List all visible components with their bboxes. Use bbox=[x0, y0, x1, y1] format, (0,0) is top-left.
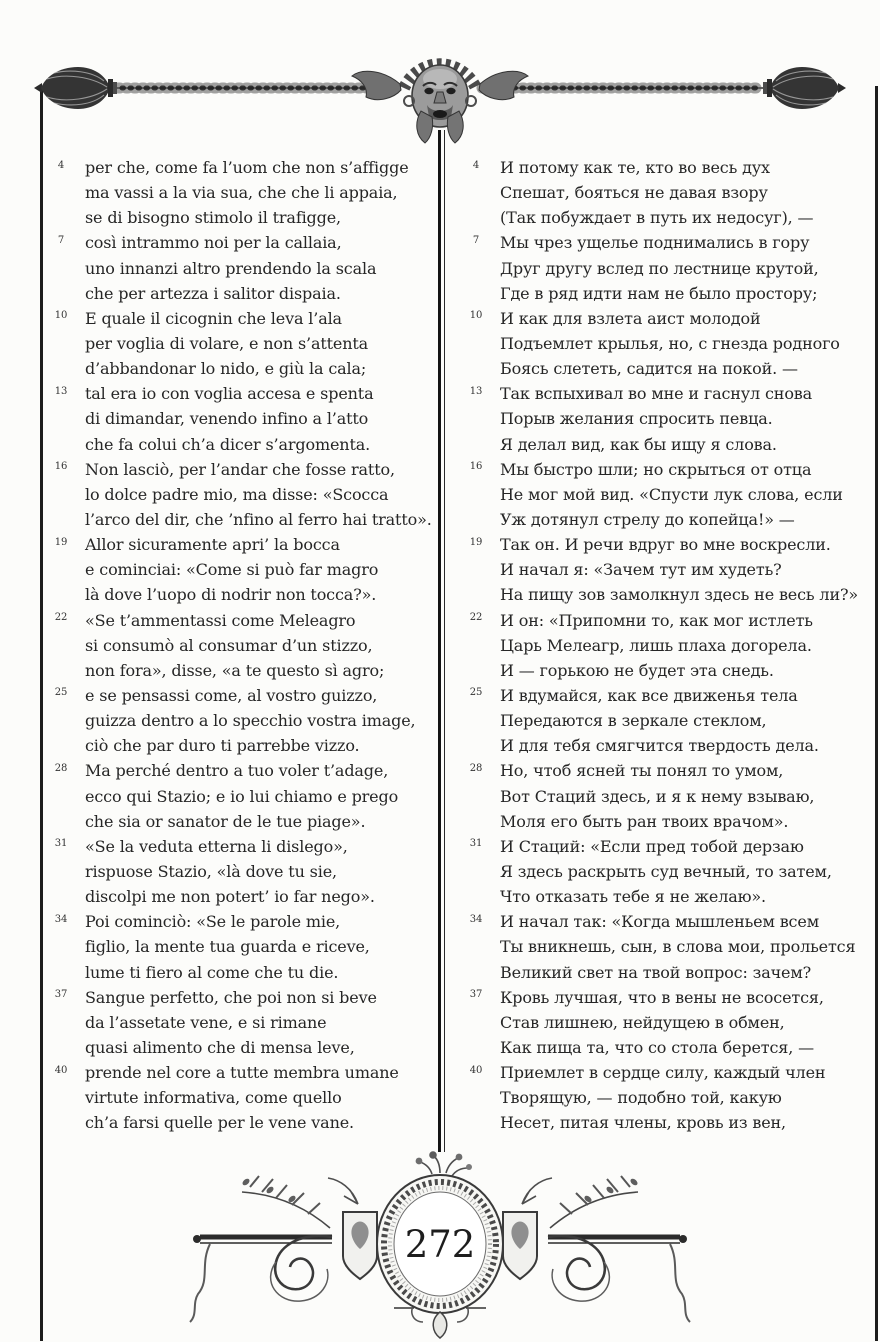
left-column bbox=[54, 155, 432, 1135]
verse-line bbox=[54, 909, 432, 934]
verse-line bbox=[54, 381, 432, 406]
verse-text: Великий свет на твой вопрос: зачем? bbox=[500, 962, 812, 982]
verse-line bbox=[54, 608, 432, 633]
verse-line bbox=[500, 809, 858, 834]
verse-line bbox=[500, 960, 858, 985]
verse-text: Так вспыхивал во мне и гаснул снова bbox=[500, 384, 813, 404]
verse-line bbox=[85, 658, 432, 683]
verse-number: 22 bbox=[54, 612, 68, 624]
verse-text: e cominciai: «Come si può far magro bbox=[85, 560, 379, 580]
verse-text: Я здесь раскрыть суд вечный, то затем, bbox=[500, 861, 832, 881]
verse-text: Царь Мелеагр, лишь плаха догорела. bbox=[500, 635, 812, 655]
verse-text: И он: «Припомни то, как мог истлеть bbox=[500, 610, 813, 630]
verse-text: И для тебя смягчится твердость дела. bbox=[500, 736, 819, 756]
verse-text: Творящую, — подобно той, какую bbox=[500, 1088, 782, 1108]
verse-line bbox=[85, 884, 432, 909]
verse-number: 7 bbox=[57, 234, 65, 246]
verse-text: И потому как те, кто во весь дух bbox=[500, 158, 770, 177]
verse-line bbox=[469, 834, 858, 859]
verse-line bbox=[469, 985, 858, 1010]
verse-number: 37 bbox=[54, 989, 68, 1001]
verse-line bbox=[500, 281, 858, 306]
verse-line bbox=[500, 432, 858, 457]
verse-text: Allor sicuramente apri’ la bocca bbox=[85, 535, 340, 555]
verse-text: ch’a farsi quelle per le vene vane. bbox=[85, 1113, 354, 1133]
verse-text: «Se la veduta etterna li dislego», bbox=[85, 836, 348, 856]
verse-text: Передаются в зеркале стеклом, bbox=[500, 711, 767, 731]
verse-line bbox=[500, 406, 858, 431]
verse-text: Poi cominciò: «Se le parole mie, bbox=[85, 912, 341, 932]
verse-line bbox=[500, 708, 858, 733]
verse-line bbox=[57, 155, 432, 180]
verse-line bbox=[85, 331, 432, 356]
verse-text: si consumò al consumar d’un stizzo, bbox=[85, 635, 373, 655]
column-divider-rule-thin bbox=[444, 130, 445, 1152]
verse-text: uno innanzi altro prendendo la scala bbox=[85, 258, 377, 278]
verse-line bbox=[85, 809, 432, 834]
verse-text: per che, come fa l’uom che non s’affigge bbox=[85, 158, 409, 177]
verse-number: 25 bbox=[54, 687, 68, 699]
verse-line bbox=[54, 834, 432, 859]
pinecone-finial-right-icon bbox=[763, 67, 846, 109]
verse-line bbox=[85, 1110, 432, 1135]
verse-number: 40 bbox=[54, 1064, 68, 1076]
verse-line bbox=[469, 758, 858, 783]
verse-line bbox=[85, 582, 432, 607]
verse-text: И начал я: «Зачем тут им худеть? bbox=[500, 560, 782, 580]
verse-line bbox=[500, 658, 858, 683]
italian-verses bbox=[54, 155, 432, 1135]
verse-text: И вдумайся, как все движенья тела bbox=[500, 685, 798, 705]
verse-text: Вот Стаций здесь, и я к нему взываю, bbox=[500, 786, 815, 806]
bottom-pendant-icon bbox=[433, 1312, 447, 1338]
verse-text: Мы быстро шли; но скрыться от отца bbox=[500, 459, 812, 479]
verse-line bbox=[54, 306, 432, 331]
verse-line bbox=[469, 608, 858, 633]
verse-line bbox=[500, 205, 858, 230]
verse-line bbox=[500, 859, 858, 884]
verse-line bbox=[500, 482, 858, 507]
verse-line bbox=[85, 507, 432, 532]
verse-line bbox=[85, 205, 432, 230]
verse-line bbox=[472, 230, 858, 255]
verse-number: 13 bbox=[54, 385, 68, 397]
verse-line bbox=[500, 507, 858, 532]
verse-number: 10 bbox=[54, 310, 68, 322]
verse-text: Уж дотянул стрелу до копейца!» — bbox=[500, 509, 795, 529]
verse-text: ciò che par duro ti parrebbe vizzo. bbox=[85, 736, 360, 756]
verse-line bbox=[85, 784, 432, 809]
verse-text: Где в ряд идти нам не было простору; bbox=[500, 283, 818, 303]
verse-text: И Стаций: «Если пред тобой дерзаю bbox=[500, 836, 804, 856]
verse-text: Non lasciò, per l’andar che fosse ratto, bbox=[85, 459, 395, 479]
verse-line bbox=[500, 884, 858, 909]
verse-number: 19 bbox=[54, 536, 68, 548]
verse-text: d’abbandonar lo nido, e giù la cala; bbox=[85, 359, 367, 379]
verse-text: di dimandar, venendo infino a l’atto bbox=[85, 409, 369, 429]
verse-text: e se pensassi come, al vostro guizzo, bbox=[85, 685, 378, 705]
verse-line bbox=[500, 733, 858, 758]
verse-line bbox=[472, 155, 858, 180]
verse-line bbox=[85, 708, 432, 733]
verse-number: 10 bbox=[469, 310, 483, 322]
verse-line bbox=[500, 180, 858, 205]
verse-text: Не мог мой вид. «Спусти лук слова, если bbox=[500, 484, 843, 504]
verse-number: 7 bbox=[472, 234, 480, 246]
verse-line bbox=[57, 230, 432, 255]
verse-text: da l’assetate vene, e si rimane bbox=[85, 1012, 327, 1032]
verse-text: là dove l’uopo di nodrir non tocca?». bbox=[85, 585, 377, 605]
verse-text: ma vassi a la via sua, che che li appaia, bbox=[85, 183, 398, 203]
verse-text: И начал так: «Когда мышленьем всем bbox=[500, 912, 819, 932]
verse-line bbox=[469, 532, 858, 557]
verse-number: 34 bbox=[469, 913, 483, 925]
verse-line bbox=[85, 934, 432, 959]
verse-line bbox=[500, 1035, 858, 1060]
verse-text: lo dolce padre mio, ma disse: «Scocca bbox=[85, 484, 389, 504]
verse-text: che fa colui ch’a dicer s’argomenta. bbox=[85, 434, 371, 454]
verse-text: Моля его быть ран твоих врачом». bbox=[500, 811, 789, 831]
verse-text: «Se t’ammentassi come Meleagro bbox=[85, 610, 356, 630]
verse-line bbox=[469, 1060, 858, 1085]
right-column bbox=[469, 155, 859, 1135]
column-divider-rule bbox=[438, 130, 441, 1152]
verse-text: quasi alimento che di mensa leve, bbox=[85, 1037, 355, 1057]
verse-line bbox=[500, 934, 858, 959]
verse-number: 4 bbox=[57, 159, 65, 171]
verse-text: Ma perché dentro a tuo voler t’adage, bbox=[85, 761, 389, 781]
verse-text: ecco qui Stazio; e io lui chiamo e prego bbox=[85, 786, 399, 806]
verse-line bbox=[469, 909, 858, 934]
verse-line bbox=[500, 582, 858, 607]
verse-line bbox=[85, 356, 432, 381]
verse-line bbox=[85, 256, 432, 281]
verse-line bbox=[469, 457, 858, 482]
verse-text: virtute informativa, come quello bbox=[85, 1088, 342, 1108]
verse-text: Так он. И речи вдруг во мне воскресли. bbox=[500, 535, 831, 555]
verse-text: lume ti fiero al come che tu die. bbox=[85, 962, 339, 982]
verse-text: così intrammo noi per la callaia, bbox=[85, 233, 342, 253]
verse-line bbox=[500, 1110, 858, 1135]
verse-line bbox=[85, 482, 432, 507]
verse-text: guizza dentro a lo specchio vostra image, bbox=[85, 711, 416, 731]
verse-text: tal era io con voglia accesa e spenta bbox=[85, 384, 374, 404]
verse-number: 13 bbox=[469, 385, 483, 397]
verse-text: Ты вникнешь, сын, в слова мои, прольется bbox=[500, 937, 856, 957]
verse-number: 19 bbox=[469, 536, 483, 548]
verse-number: 22 bbox=[469, 612, 483, 624]
verse-line bbox=[85, 557, 432, 582]
verse-text: На пищу зов замолкнул здесь не весь ли?» bbox=[500, 585, 859, 605]
verse-line bbox=[85, 1085, 432, 1110]
verse-text: Боясь слететь, садится на покой. — bbox=[500, 359, 798, 379]
verse-line bbox=[469, 683, 858, 708]
verse-line bbox=[500, 256, 858, 281]
verse-text: per voglia di volare, e non s’attenta bbox=[85, 333, 369, 353]
verse-line bbox=[85, 859, 432, 884]
verse-line bbox=[500, 1010, 858, 1035]
verse-text: Став лишнею, нейдущею в обмен, bbox=[500, 1012, 785, 1032]
russian-verses bbox=[469, 155, 859, 1135]
verse-text: Что отказать тебе я не желаю». bbox=[500, 887, 766, 907]
verse-line bbox=[85, 406, 432, 431]
verse-number: 4 bbox=[472, 159, 480, 171]
verse-text: l’arco del dir, che ’nfino al ferro hai tratto». bbox=[85, 509, 432, 529]
verse-line bbox=[54, 1060, 432, 1085]
verse-line bbox=[500, 1085, 858, 1110]
verse-line bbox=[54, 683, 432, 708]
verse-number: 16 bbox=[54, 461, 68, 473]
verse-text: И как для взлета аист молодой bbox=[500, 308, 761, 328]
footer-ornament bbox=[180, 1142, 700, 1342]
verse-text: Я делал вид, как бы ищу я слова. bbox=[500, 434, 777, 454]
verse-text: Порыв желания спросить певца. bbox=[500, 409, 773, 429]
verse-line bbox=[54, 457, 432, 482]
pinecone-finial-left-icon bbox=[34, 67, 117, 109]
verse-text: che sia or sanator de le tue piage». bbox=[85, 811, 366, 831]
verse-number: 40 bbox=[469, 1064, 483, 1076]
verse-number: 28 bbox=[469, 762, 483, 774]
verse-text: che per artezza i salitor dispaia. bbox=[85, 283, 341, 303]
verse-line bbox=[469, 381, 858, 406]
verse-line bbox=[85, 1010, 432, 1035]
verse-text: se di bisogno stimolo il trafigge, bbox=[85, 208, 341, 228]
verse-text: prende nel core a tutte membra umane bbox=[85, 1063, 399, 1083]
verse-text: discolpi me non potert’ io far nego». bbox=[85, 887, 375, 907]
verse-text: Спешат, бояться не давая взору bbox=[500, 183, 768, 203]
verse-text: Но, чтоб ясней ты понял то умом, bbox=[500, 761, 784, 781]
verse-text: Друг другу вслед по лестнице крутой, bbox=[500, 258, 819, 278]
verse-number: 28 bbox=[54, 762, 68, 774]
verse-text: Как пища та, что со стола берется, — bbox=[500, 1037, 814, 1057]
right-margin-rule bbox=[875, 86, 878, 1341]
verse-line bbox=[85, 180, 432, 205]
verse-text: (Так побуждает в путь их недосуг), — bbox=[500, 208, 814, 228]
page-number: 272 bbox=[404, 1223, 476, 1266]
verse-line bbox=[54, 985, 432, 1010]
verse-number: 16 bbox=[469, 461, 483, 473]
verse-line bbox=[500, 356, 858, 381]
verse-text: E quale il cicognin che leva l’ala bbox=[85, 308, 342, 328]
verse-text: Приемлет в сердце силу, каждый член bbox=[500, 1063, 826, 1083]
verse-text: Sangue perfetto, che poi non si beve bbox=[85, 987, 377, 1007]
header-ornament bbox=[0, 0, 880, 150]
verse-line bbox=[85, 432, 432, 457]
verse-number: 31 bbox=[469, 838, 483, 850]
verse-line bbox=[54, 532, 432, 557]
verse-text: Кровь лучшая, что в вены не всосется, bbox=[500, 987, 824, 1007]
verse-line bbox=[500, 331, 858, 356]
verse-text: Несет, питая члены, кровь из вен, bbox=[500, 1113, 786, 1133]
verse-line bbox=[85, 1035, 432, 1060]
verse-line bbox=[85, 733, 432, 758]
verse-text: Подъемлет крылья, но, с гнезда родного bbox=[500, 333, 840, 353]
left-margin-rule bbox=[40, 86, 43, 1341]
verse-text: non fora», disse, «a te questo sì agro; bbox=[85, 660, 385, 680]
verse-line bbox=[85, 281, 432, 306]
verse-number: 37 bbox=[469, 989, 483, 1001]
verse-text: И — горькою не будет эта снедь. bbox=[500, 660, 774, 680]
verse-line bbox=[54, 758, 432, 783]
verse-line bbox=[500, 633, 858, 658]
verse-line bbox=[469, 306, 858, 331]
verse-number: 34 bbox=[54, 913, 68, 925]
verse-line bbox=[500, 784, 858, 809]
verse-line bbox=[85, 960, 432, 985]
verse-line bbox=[85, 633, 432, 658]
page-number-medallion bbox=[377, 1175, 503, 1313]
verse-text: Мы чрез ущелье поднимались в гору bbox=[500, 233, 810, 253]
verse-line bbox=[500, 557, 858, 582]
verse-number: 25 bbox=[469, 687, 483, 699]
verse-text: rispuose Stazio, «là dove tu sie, bbox=[85, 861, 337, 881]
verse-text: figlio, la mente tua guarda e riceve, bbox=[85, 937, 370, 957]
verse-number: 31 bbox=[54, 838, 68, 850]
